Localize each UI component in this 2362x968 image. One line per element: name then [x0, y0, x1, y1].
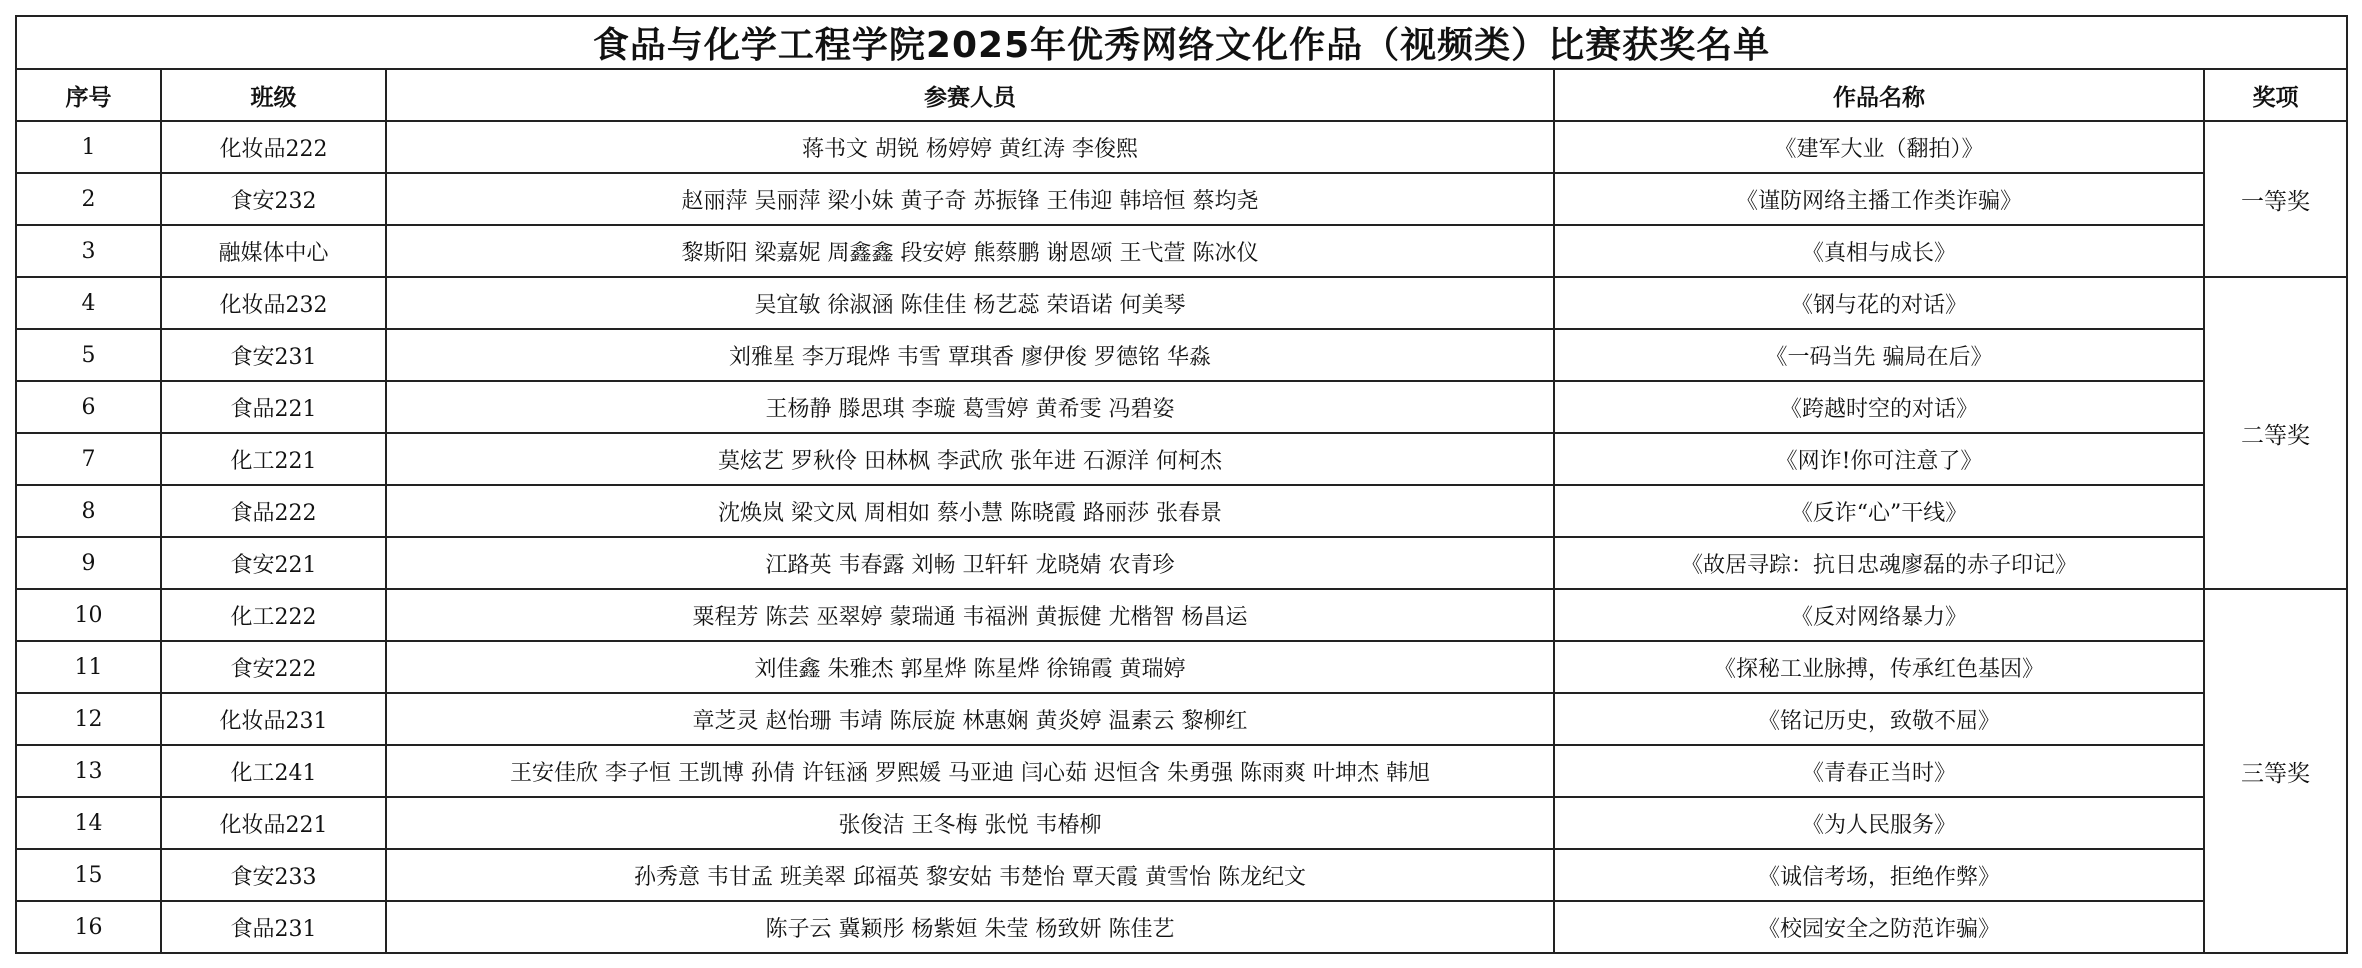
row-members: 赵丽萍 吴丽萍 梁小妹 黄子奇 苏振锋 王伟迎 韩培恒 蔡均尧 [386, 173, 1554, 225]
title-row [16, 16, 2347, 69]
column-header-members: 参赛人员 [386, 69, 1554, 121]
header-row [16, 69, 2347, 121]
award-second-prize: 二等奖 [2204, 277, 2347, 589]
table-row [16, 901, 2347, 953]
table-row [16, 121, 2347, 173]
row-work-title: 《诚信考场，拒绝作弊》 [1554, 849, 2204, 901]
row-class: 融媒体中心 [161, 225, 386, 277]
row-class: 食品231 [161, 901, 386, 953]
column-header-award: 奖项 [2204, 69, 2347, 121]
row-index: 10 [16, 589, 161, 641]
table-row [16, 797, 2347, 849]
row-class: 食安222 [161, 641, 386, 693]
row-work-title: 《跨越时空的对话》 [1554, 381, 2204, 433]
row-class: 化妆品232 [161, 277, 386, 329]
row-class: 化妆品222 [161, 121, 386, 173]
award-third-prize: 三等奖 [2204, 589, 2347, 953]
row-class: 化工241 [161, 745, 386, 797]
row-work-title: 《钢与花的对话》 [1554, 277, 2204, 329]
row-index: 14 [16, 797, 161, 849]
row-members: 张俊洁 王冬梅 张悦 韦椿柳 [386, 797, 1554, 849]
table-row [16, 173, 2347, 225]
row-work-title: 《反对网络暴力》 [1554, 589, 2204, 641]
table-row [16, 745, 2347, 797]
column-header-index: 序号 [16, 69, 161, 121]
row-members: 刘雅星 李万琨烨 韦雪 覃琪香 廖伊俊 罗德铭 华淼 [386, 329, 1554, 381]
award-first-prize: 一等奖 [2204, 121, 2347, 277]
table-title: 食品与化学工程学院2025年优秀网络文化作品（视频类）比赛获奖名单 [16, 16, 2347, 69]
table-row [16, 433, 2347, 485]
row-class: 食品221 [161, 381, 386, 433]
row-index: 15 [16, 849, 161, 901]
row-index: 11 [16, 641, 161, 693]
table-row [16, 381, 2347, 433]
row-members: 王杨静 滕思琪 李璇 葛雪婷 黄希雯 冯碧姿 [386, 381, 1554, 433]
row-index: 16 [16, 901, 161, 953]
row-members: 江路英 韦春露 刘畅 卫轩轩 龙晓婧 农青珍 [386, 537, 1554, 589]
row-work-title: 《反诈“心”干线》 [1554, 485, 2204, 537]
row-work-title: 《铭记历史，致敬不屈》 [1554, 693, 2204, 745]
table-row [16, 329, 2347, 381]
row-class: 化妆品221 [161, 797, 386, 849]
row-index: 3 [16, 225, 161, 277]
row-index: 8 [16, 485, 161, 537]
row-work-title: 《探秘工业脉搏，传承红色基因》 [1554, 641, 2204, 693]
table-row [16, 225, 2347, 277]
row-index: 13 [16, 745, 161, 797]
row-work-title: 《网诈!你可注意了》 [1554, 433, 2204, 485]
award-list-table [15, 15, 2348, 954]
row-index: 1 [16, 121, 161, 173]
row-work-title: 《谨防网络主播工作类诈骗》 [1554, 173, 2204, 225]
row-class: 食安233 [161, 849, 386, 901]
table-row [16, 849, 2347, 901]
row-class: 食安221 [161, 537, 386, 589]
row-class: 化工221 [161, 433, 386, 485]
row-class: 食安231 [161, 329, 386, 381]
row-members: 章芝灵 赵怡珊 韦靖 陈辰旋 林惠娴 黄炎婷 温素云 黎柳红 [386, 693, 1554, 745]
table-row [16, 485, 2347, 537]
table-row [16, 693, 2347, 745]
row-class: 化妆品231 [161, 693, 386, 745]
row-index: 5 [16, 329, 161, 381]
table-row [16, 537, 2347, 589]
table-row [16, 641, 2347, 693]
row-work-title: 《青春正当时》 [1554, 745, 2204, 797]
column-header-class: 班级 [161, 69, 386, 121]
row-work-title: 《故居寻踪：抗日忠魂廖磊的赤子印记》 [1554, 537, 2204, 589]
row-members: 粟程芳 陈芸 巫翠婷 蒙瑞通 韦福洲 黄振健 尤楷智 杨昌运 [386, 589, 1554, 641]
row-work-title: 《真相与成长》 [1554, 225, 2204, 277]
table-row [16, 277, 2347, 329]
row-class: 食安232 [161, 173, 386, 225]
row-work-title: 《一码当先 骗局在后》 [1554, 329, 2204, 381]
row-members: 莫炫艺 罗秋伶 田林枫 李武欣 张年进 石源洋 何柯杰 [386, 433, 1554, 485]
row-index: 12 [16, 693, 161, 745]
row-members: 刘佳鑫 朱雅杰 郭星烨 陈星烨 徐锦霞 黄瑞婷 [386, 641, 1554, 693]
column-header-work: 作品名称 [1554, 69, 2204, 121]
row-work-title: 《为人民服务》 [1554, 797, 2204, 849]
row-members: 沈焕岚 梁文凤 周相如 蔡小慧 陈晓霞 路丽莎 张春景 [386, 485, 1554, 537]
row-members: 孙秀意 韦甘孟 班美翠 邱福英 黎安姑 韦楚怡 覃天霞 黄雪怡 陈龙纪文 [386, 849, 1554, 901]
row-index: 9 [16, 537, 161, 589]
row-index: 6 [16, 381, 161, 433]
row-index: 4 [16, 277, 161, 329]
row-index: 7 [16, 433, 161, 485]
row-members: 黎斯阳 梁嘉妮 周鑫鑫 段安婷 熊蔡鹏 谢恩颂 王弋萱 陈冰仪 [386, 225, 1554, 277]
row-members: 蒋书文 胡锐 杨婷婷 黄红涛 李俊熙 [386, 121, 1554, 173]
row-index: 2 [16, 173, 161, 225]
table-row [16, 589, 2347, 641]
row-members: 陈子云 冀颖彤 杨紫姮 朱莹 杨致妍 陈佳艺 [386, 901, 1554, 953]
row-class: 食品222 [161, 485, 386, 537]
row-members: 王安佳欣 李子恒 王凯博 孙倩 许钰涵 罗熙媛 马亚迪 闫心茹 迟恒含 朱勇强 陈雨爽 叶坤杰 韩旭 [386, 745, 1554, 797]
row-work-title: 《建军大业（翻拍）》 [1554, 121, 2204, 173]
row-class: 化工222 [161, 589, 386, 641]
row-work-title: 《校园安全之防范诈骗》 [1554, 901, 2204, 953]
row-members: 吴宜敏 徐淑涵 陈佳佳 杨艺蕊 荣语诺 何美琴 [386, 277, 1554, 329]
